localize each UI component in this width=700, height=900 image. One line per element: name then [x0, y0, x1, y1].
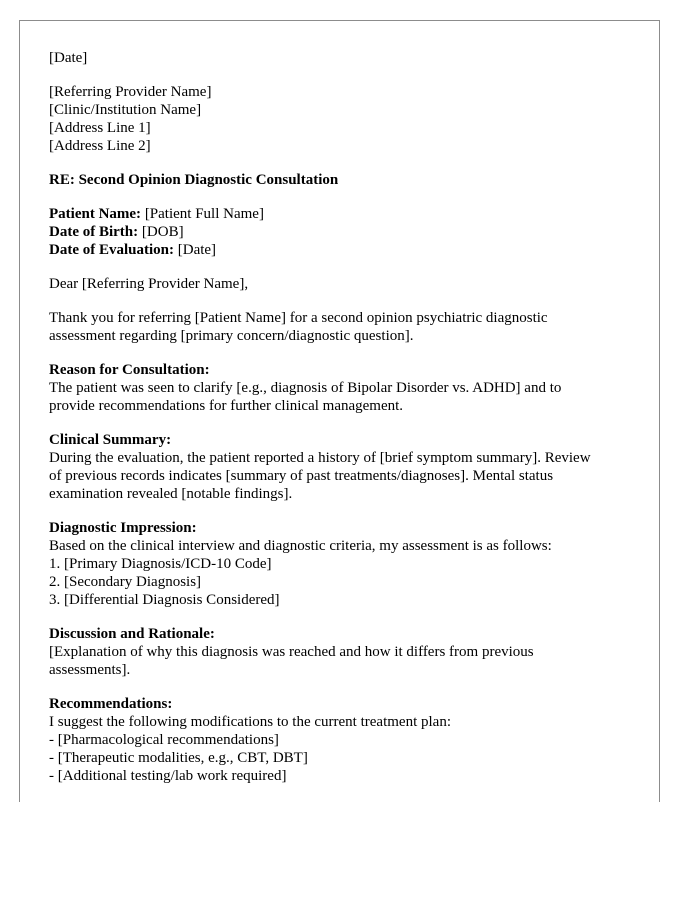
subject-block	[49, 171, 639, 189]
eval-date-label: Date of Evaluation:	[49, 242, 174, 258]
subject-line: RE: Second Opinion Diagnostic Consultation	[49, 172, 339, 188]
recipient-institution: [Clinic/Institution Name]	[49, 102, 202, 118]
dob-row	[49, 223, 639, 241]
recommendations-heading: Recommendations:	[49, 696, 173, 712]
summary-section	[49, 431, 639, 503]
salutation-block	[49, 275, 639, 293]
recommendation-item: - [Additional testing/lab work required]	[49, 768, 287, 784]
impression-item: 1. [Primary Diagnosis/ICD-10 Code]	[49, 556, 272, 572]
intro-line-2: assessment regarding [primary concern/diagnostic question].	[49, 328, 414, 344]
intro-line-1: Thank you for referring [Patient Name] for a second opinion psychiatric diagnostic	[49, 310, 548, 326]
recipient-address	[49, 83, 639, 155]
reason-heading: Reason for Consultation:	[49, 362, 210, 378]
reason-line-1: The patient was seen to clarify [e.g., diagnosis of Bipolar Disorder vs. ADHD] and to	[49, 380, 562, 396]
patient-name-row	[49, 205, 639, 223]
summary-heading: Clinical Summary:	[49, 432, 172, 448]
impression-item: 2. [Secondary Diagnosis]	[49, 574, 202, 590]
patient-name-label: Patient Name:	[49, 206, 142, 222]
letter-date: [Date]	[49, 50, 88, 66]
salutation: Dear [Referring Provider Name],	[49, 276, 249, 292]
recommendations-section	[49, 695, 639, 785]
recipient-address-line-1: [Address Line 1]	[49, 120, 151, 136]
impression-heading: Diagnostic Impression:	[49, 520, 197, 536]
summary-line-2: of previous records indicates [summary of past treatments/diagnoses]. Mental status	[49, 468, 554, 484]
dob-label: Date of Birth:	[49, 224, 139, 240]
recipient-address-line-2: [Address Line 2]	[49, 138, 151, 154]
discussion-line-1: [Explanation of why this diagnosis was reached and how it differs from previous	[49, 644, 534, 660]
recommendation-item: - [Therapeutic modalities, e.g., CBT, DBT]	[49, 750, 308, 766]
discussion-heading: Discussion and Rationale:	[49, 626, 215, 642]
letter-body	[49, 49, 639, 801]
impression-intro: Based on the clinical interview and diagnostic criteria, my assessment is as follows:	[49, 538, 552, 554]
reason-section	[49, 361, 639, 415]
eval-date-row	[49, 241, 639, 259]
impression-item: 3. [Differential Diagnosis Considered]	[49, 592, 280, 608]
intro-paragraph	[49, 309, 639, 345]
reason-line-2: provide recommendations for further clinical management.	[49, 398, 404, 414]
letter-page	[19, 20, 660, 802]
patient-info	[49, 205, 639, 259]
recommendations-intro: I suggest the following modifications to the current treatment plan:	[49, 714, 451, 730]
summary-line-1: During the evaluation, the patient reported a history of [brief symptom summary]. Review	[49, 450, 591, 466]
dob-value: [DOB]	[141, 224, 184, 240]
patient-name-value: [Patient Full Name]	[144, 206, 264, 222]
impression-section	[49, 519, 639, 609]
summary-line-3: examination revealed [notable findings].	[49, 486, 293, 502]
discussion-line-2: assessments].	[49, 662, 131, 678]
recipient-name: [Referring Provider Name]	[49, 84, 212, 100]
eval-date-value: [Date]	[177, 242, 217, 258]
date-block	[49, 49, 639, 67]
discussion-section	[49, 625, 639, 679]
recommendation-item: - [Pharmacological recommendations]	[49, 732, 279, 748]
